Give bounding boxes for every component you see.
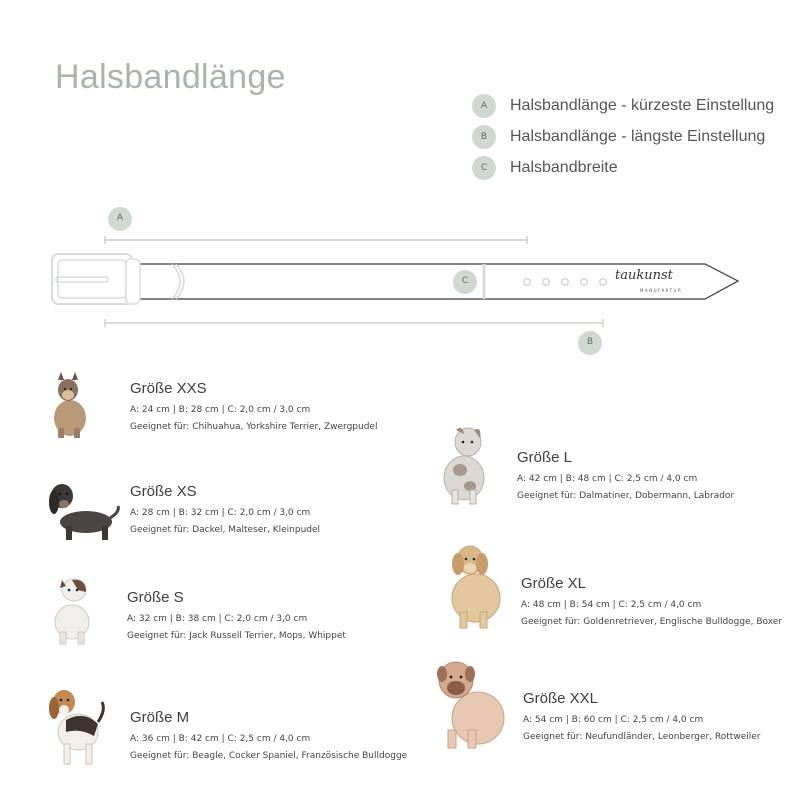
size-title: Größe S: [127, 589, 184, 606]
size-xl: [521, 575, 782, 627]
size-title: Größe XS: [130, 483, 197, 500]
size-suitable: Geeignet für: Dackel, Malteser, Kleinpudel: [130, 525, 321, 535]
size-title: Größe XL: [521, 575, 587, 592]
size-suitable: Geeignet für: Jack Russell Terrier, Mops, Whippet: [127, 631, 346, 641]
size-title: Größe L: [517, 449, 573, 466]
size-dims: A: 24 cm | B: 28 cm | C: 2,0 cm / 3,0 cm: [130, 405, 311, 415]
australian-shepherd-icon: [434, 420, 496, 506]
jack-russell-icon: [44, 572, 100, 646]
size-title: Größe XXS: [130, 380, 207, 397]
size-dims: A: 36 cm | B: 42 cm | C: 2,5 cm / 4,0 cm: [130, 734, 311, 744]
size-dims: A: 32 cm | B: 38 cm | C: 2,0 cm / 3,0 cm: [127, 614, 308, 624]
dachshund-icon: [44, 472, 122, 544]
size-xs: [130, 483, 320, 535]
size-suitable: Geeignet für: Chihuahua, Yorkshire Terrier, Zwergpudel: [130, 422, 378, 432]
yorkshire-terrier-icon: [44, 370, 94, 440]
size-dims: A: 54 cm | B: 60 cm | C: 2,5 cm / 4,0 cm: [523, 715, 704, 725]
badge-b: B: [472, 125, 496, 149]
collar-diagram: [0, 0, 800, 370]
brand-subtitle: MANUFAKTUR: [640, 288, 683, 293]
diagram-badge-b-label: B: [586, 337, 594, 347]
golden-retriever-icon: [440, 540, 514, 630]
size-dims: A: 42 cm | B: 48 cm | C: 2,5 cm / 4,0 cm: [517, 474, 698, 484]
diagram-badge-a-label: A: [116, 213, 124, 223]
diagram-badge-c-label: C: [461, 276, 469, 286]
mastiff-icon: [434, 654, 516, 752]
size-m: [130, 709, 407, 761]
size-suitable: Geeignet für: Dalmatiner, Dobermann, Labrador: [517, 491, 735, 501]
size-s: [127, 589, 346, 641]
badge-c: C: [472, 156, 496, 180]
size-suitable: Geeignet für: Beagle, Cocker Spaniel, Französische Bulldogge: [130, 751, 408, 761]
size-title: Größe XXL: [523, 690, 599, 707]
beagle-icon: [44, 680, 110, 768]
legend-text-b: Halsbandlänge - längste Einstellung: [510, 128, 766, 145]
size-title: Größe M: [130, 709, 190, 726]
legend-text-a: Halsbandlänge - kürzeste Einstellung: [510, 97, 775, 114]
size-suitable: Geeignet für: Neufundländer, Leonberger, Rottweiler: [523, 732, 761, 742]
page-title: Halsbandlänge: [55, 58, 286, 96]
brand-logo: taukunst: [615, 268, 673, 283]
size-suitable: Geeignet für: Goldenretriever, Englische Bulldogge, Boxer: [521, 617, 783, 627]
size-xxl: [523, 690, 760, 742]
buckle: [52, 254, 132, 304]
size-xxs: [130, 380, 377, 432]
size-dims: A: 48 cm | B: 54 cm | C: 2,5 cm / 4,0 cm: [521, 600, 702, 610]
size-l: [517, 449, 734, 501]
size-dims: A: 28 cm | B: 32 cm | C: 2,0 cm / 3,0 cm: [130, 508, 311, 518]
badge-a: A: [472, 94, 496, 118]
keeper-loop: [126, 259, 140, 304]
legend-text-c: Halsbandbreite: [510, 159, 618, 176]
